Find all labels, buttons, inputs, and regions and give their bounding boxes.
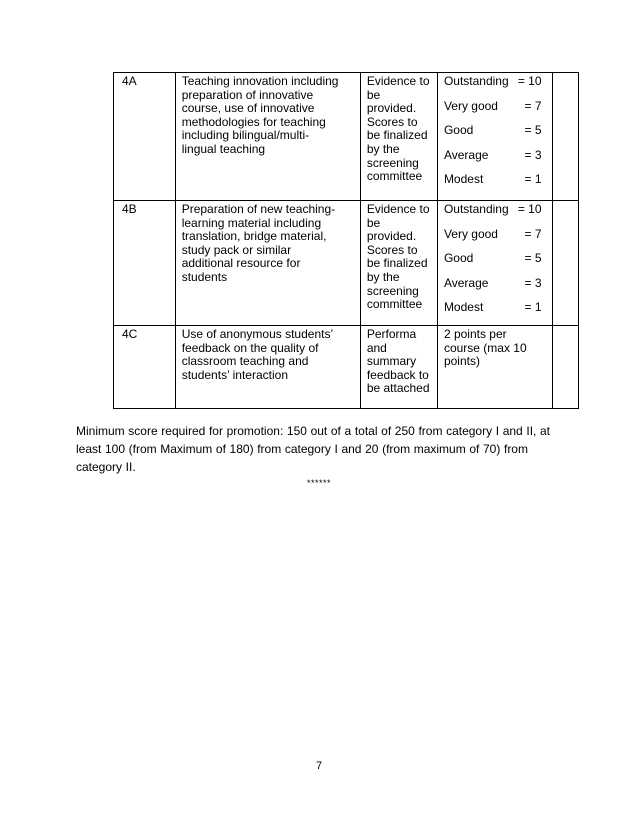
row-scale [437,73,552,201]
empty-cell [552,201,578,326]
description-line: course, use of innovative [181,101,315,116]
description-line: additional resource for [181,256,301,271]
row-scale [437,201,552,326]
table-row [114,326,579,409]
evidence-line: Performa [366,327,417,341]
row-evidence [360,73,437,201]
evidence-line: provided. [366,101,417,116]
empty-cell [552,73,578,201]
scale-average: Average = 3 [443,275,542,290]
evidence-line: Scores to [366,114,418,129]
scale-very-good: Very good = 7 [443,226,542,241]
row-description [175,201,360,326]
row-evidence [360,201,437,326]
row-description [175,73,360,201]
row-evidence [360,326,437,409]
description-line: Use of anonymous students’ [181,327,334,341]
evidence-line: be [366,87,381,102]
row-code: 4B [114,201,176,326]
page-number: 7 [315,760,323,772]
points-line: points) [443,354,480,369]
scale-outstanding: Outstanding = 10 [443,74,542,88]
scale-very-good: Very good = 7 [443,98,542,113]
description-line: preparation of innovative [181,87,314,102]
evidence-line: Evidence to [366,74,430,88]
evidence-line: be [366,215,381,230]
separator: ****** [306,478,331,488]
evidence-line: Scores to [366,242,418,257]
points-line: 2 points per [443,327,507,341]
evidence-line: committee [366,297,423,312]
scale-average: Average = 3 [443,147,542,162]
row-points [437,326,552,409]
description-line: study pack or similar [181,242,292,257]
description-line: Teaching innovation including [181,74,339,88]
evidence-line: by the [366,269,400,284]
promotion-note: Minimum score required for promotion: 150 out of a total of 250 from category I and II, at least 100 (from Maximum of 180) from category I and 20 (from maximum of 70) from category II. [76,424,551,474]
description-line: students’ interaction [181,367,288,382]
evidence-line: provided. [366,229,417,244]
description-line: learning material including [181,215,322,230]
evidence-line: summary [366,354,417,369]
description-line: lingual teaching [181,141,266,156]
description-line: Preparation of new teaching- [181,202,336,216]
table-row [114,201,579,326]
evidence-line: be finalized [366,128,428,143]
empty-cell [552,326,578,409]
description-line: translation, bridge material, [181,229,327,244]
table-row [114,73,579,201]
description-line: students [181,269,228,284]
scale-modest: Modest = 1 [443,300,542,315]
evidence-line: and [366,340,387,355]
description-line: including bilingual/multi- [181,128,310,143]
evidence-line: committee [366,169,423,184]
criteria-table [113,72,579,409]
description-line: feedback on the quality of [181,340,319,355]
evidence-line: be attached [366,381,430,396]
scale-good: Good = 5 [443,251,542,266]
description-line: methodologies for teaching [181,114,326,129]
row-code: 4C [114,326,176,409]
scale-outstanding: Outstanding = 10 [443,202,542,216]
scale-modest: Modest = 1 [443,172,542,187]
evidence-line: be finalized [366,256,428,271]
scale-good: Good = 5 [443,123,542,138]
evidence-line: screening [366,155,419,170]
row-code: 4A [114,73,176,201]
evidence-line: by the [366,141,400,156]
row-description [175,326,360,409]
description-line: classroom teaching and [181,354,309,369]
evidence-line: feedback to [366,367,429,382]
evidence-line: screening [366,283,419,298]
evidence-line: Evidence to [366,202,430,216]
points-line: course (max 10 [443,340,527,355]
